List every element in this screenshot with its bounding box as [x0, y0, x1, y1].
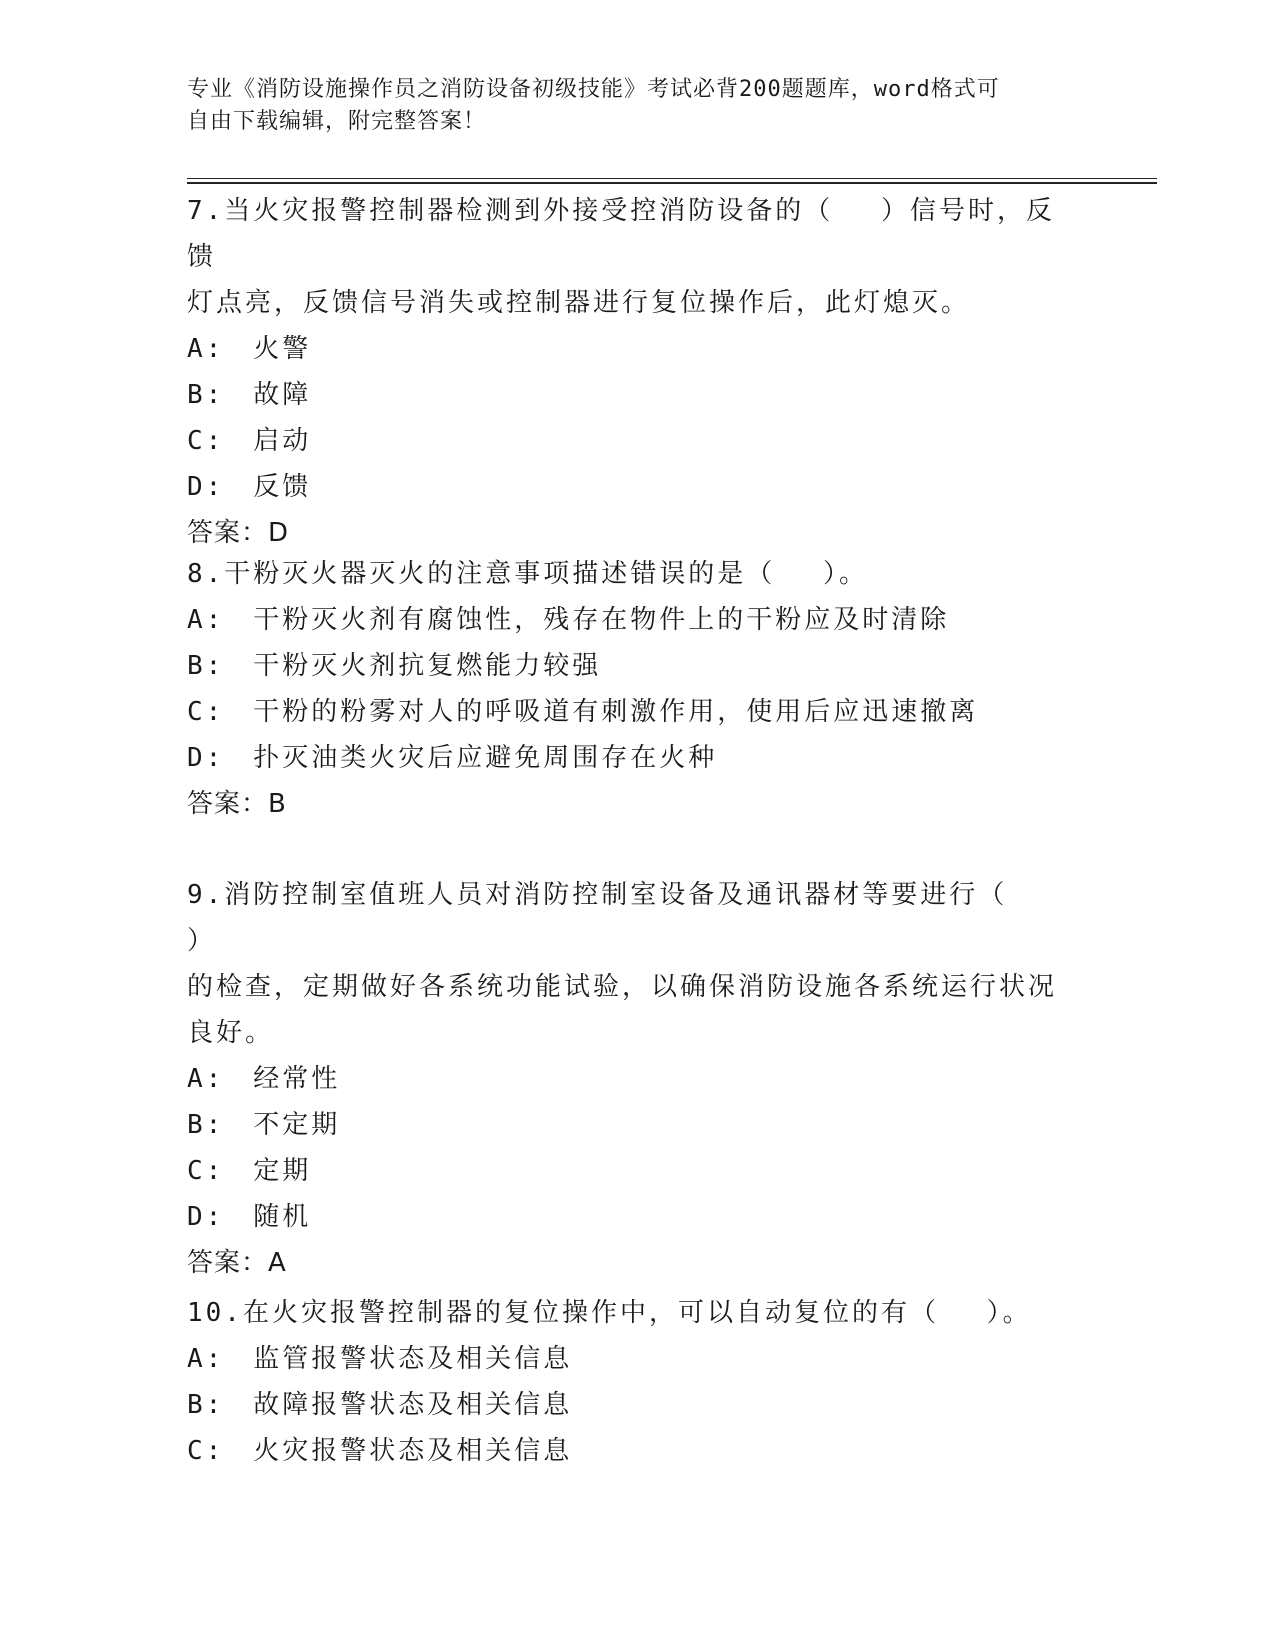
- question-stem: 9.消防控制室值班人员对消防控制室设备及通讯器材等要进行（ ）: [187, 880, 1055, 956]
- document-header: [187, 74, 1067, 138]
- header-divider-thick: [187, 182, 1157, 184]
- option-d: D: 反馈: [187, 472, 312, 502]
- question-stem: 灯点亮，反馈信号消失或控制器进行复位操作后，此灯熄灭。: [187, 288, 971, 318]
- option-c: C: 火灾报警状态及相关信息: [187, 1436, 573, 1466]
- question-stem: 7.当火灾报警控制器检测到外接受控消防设备的（ ）信号时，反馈: [187, 196, 1055, 272]
- header-line-2: 自由下载编辑，附完整答案！: [187, 109, 487, 134]
- header-line-1: 专业《消防设施操作员之消防设备初级技能》考试必背200题题库，word格式可: [187, 77, 1000, 102]
- option-b: B: 故障: [187, 380, 312, 410]
- question-8: [187, 551, 1067, 827]
- option-a: A: 干粉灭火剂有腐蚀性，残存在物件上的干粉应及时清除: [187, 605, 950, 635]
- question-stem: 的检查，定期做好各系统功能试验，以确保消防设施各系统运行状况: [187, 972, 1058, 1002]
- question-stem: 良好。: [187, 1018, 275, 1048]
- question-10: [187, 1290, 1067, 1474]
- option-a: A: 监管报警状态及相关信息: [187, 1344, 573, 1374]
- answer: 答案：A: [187, 1248, 287, 1278]
- question-9: [187, 872, 1067, 1286]
- option-c: C: 定期: [187, 1156, 312, 1186]
- question-stem: 8.干粉灭火器灭火的注意事项描述错误的是（ ）。: [187, 559, 868, 589]
- option-d: D: 随机: [187, 1202, 312, 1232]
- question-stem: 10.在火灾报警控制器的复位操作中，可以自动复位的有（ ）。: [187, 1298, 1032, 1328]
- option-c: C: 启动: [187, 426, 312, 456]
- option-b: B: 干粉灭火剂抗复燃能力较强: [187, 651, 602, 681]
- question-7: [187, 188, 1067, 556]
- answer: 答案：D: [187, 518, 290, 548]
- option-d: D: 扑灭油类火灾后应避免周围存在火种: [187, 743, 718, 773]
- option-b: B: 故障报警状态及相关信息: [187, 1390, 573, 1420]
- option-a: A: 经常性: [187, 1064, 341, 1094]
- option-c: C: 干粉的粉雾对人的呼吸道有刺激作用，使用后应迅速撤离: [187, 697, 979, 727]
- header-divider-thin: [187, 178, 1157, 179]
- answer: 答案：B: [187, 789, 287, 819]
- option-a: A: 火警: [187, 334, 312, 364]
- option-b: B: 不定期: [187, 1110, 341, 1140]
